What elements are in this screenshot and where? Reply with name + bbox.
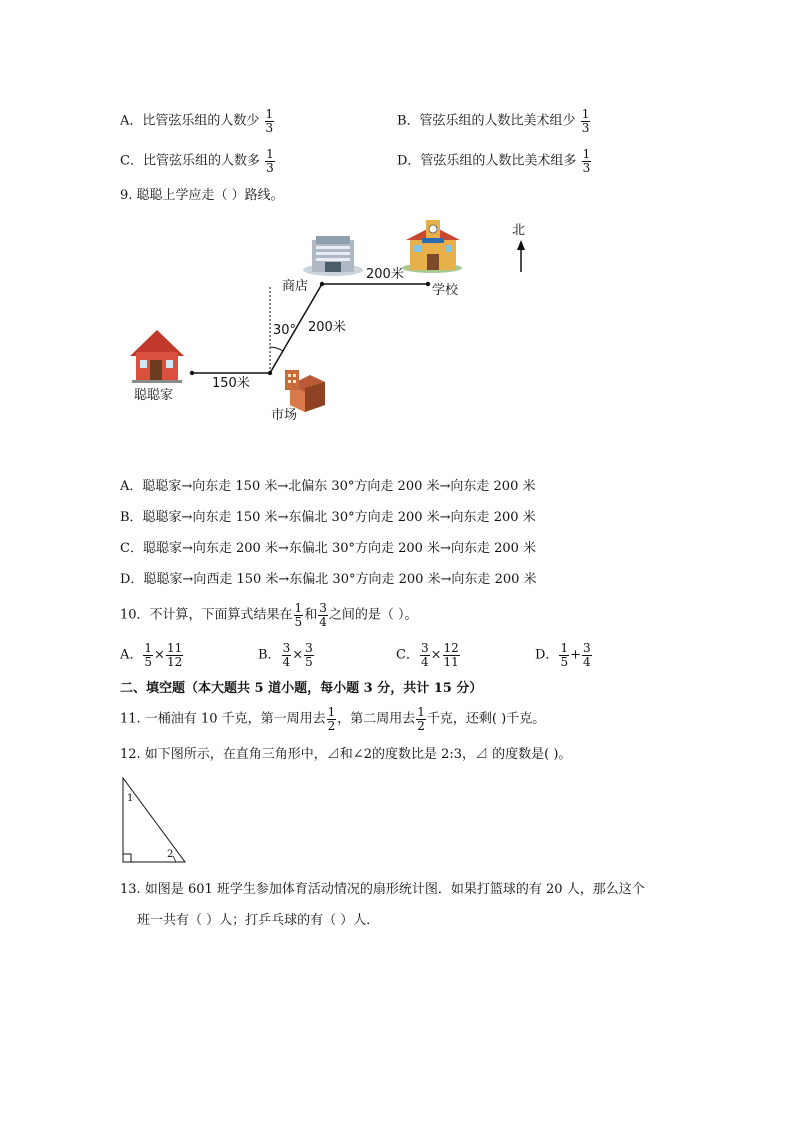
q10-option-a [120,642,184,668]
fraction: $\frac{12}{11}$ [443,641,459,669]
q11-text: ，第二周用去 [337,711,416,727]
fraction: $\frac{1}{3}$ [266,147,274,175]
q10-option-d [535,642,593,668]
option-label: A． [120,647,143,663]
q8-option-b-text: B．管弦乐组的人数比美术组少 [397,113,576,129]
school-icon [402,220,462,273]
route-diagram [0,0,794,440]
dist-home-market-label: 150米 [212,376,250,391]
house-icon [130,330,184,383]
q9-option-a: A．聪聪家→向东走 150 米→北偏东 30°方向走 200 米→向东走 200 米 [120,479,536,494]
fraction: $\frac{1}{5}$ [294,601,303,629]
angle-2-label: 2 [167,849,174,860]
school-label: 学校 [432,283,459,298]
option-label: C． [396,647,419,663]
q11-text: 千克，还剩( )千克。 [426,711,546,727]
angle-1-label: 1 [127,793,134,804]
q9-stem: 9. 聪聪上学应走（ ）路线。 [120,188,284,203]
q10-stem-text: 和 [304,607,318,623]
fraction: $\frac{1}{2}$ [417,705,425,733]
q9-option-d: D．聪聪家→向西走 150 米→东偏北 30°方向走 200 米→向东走 200 米 [120,572,537,587]
fraction: $\frac{1}{3}$ [581,107,590,135]
point-school [426,282,430,286]
fraction: $\frac{3}{4}$ [319,601,327,629]
fraction: $\frac{3}{5}$ [305,641,313,669]
operator: + [570,647,581,663]
fraction: $\frac{1}{2}$ [327,705,336,733]
q8-option-d-text: D．管弦乐组的人数比美术组多 [397,153,577,169]
point-home [190,371,194,375]
fraction: $\frac{1}{3}$ [265,107,274,135]
right-triangle-figure [118,776,190,866]
option-label: D． [535,647,559,663]
triangle [123,778,185,862]
market-building-icon [285,370,325,412]
option-label: B． [258,647,281,663]
fraction: $\frac{3}{4}$ [282,641,291,669]
q9-option-b: B．聪聪家→向东走 150 米→东偏北 30°方向走 200 米→向东走 200 米 [120,510,536,525]
q8-option-c-text: C．比管弦乐组的人数多 [120,153,260,169]
q11-text: 11. 一桶油有 10 千克，第一周用去 [120,711,326,727]
q10-option-c [396,642,461,668]
market-label: 市场 [271,408,298,423]
fraction: $\frac{1}{3}$ [582,147,591,175]
q13-line2: 班一共有（ ）人；打乒乓球的有（ ）人． [137,913,380,928]
angle-label: 30° [273,323,297,338]
q9-option-c: C．聪聪家→向东走 200 米→东偏北 30°方向走 200 米→向东走 200 米 [120,541,537,556]
angle-2-mark [173,856,176,862]
q12-stem: 12. 如下图所示，在直角三角形中，⊿和∠2的度数比是 2:3，⊿ 的度数是( )。 [120,747,572,762]
operator: × [292,647,304,663]
north-arrow-head [517,240,525,250]
operator: × [430,647,442,663]
q13-line1: 13. 如图是 601 班学生参加体育活动情况的扇形统计图．如果打篮球的有 20 人，那么这个 [120,882,645,897]
fraction: $\frac{1}{5}$ [144,641,153,669]
fraction: $\frac{3}{4}$ [420,641,429,669]
point-shop [320,282,324,286]
dist-market-shop-label: 200米 [308,320,346,335]
q10-stem [120,602,417,628]
fraction: $\frac{1}{5}$ [560,641,569,669]
operator: × [154,647,165,663]
q11 [120,706,545,732]
point-market [268,371,272,375]
dist-shop-school-label: 200米 [366,267,404,282]
right-angle-mark [123,854,131,862]
fraction: $\frac{3}{4}$ [582,641,591,669]
angle-arc [270,347,283,351]
q10-stem-text: 之间的是（ ）。 [328,607,418,623]
section-heading: 二、填空题（本大题共 5 道小题，每小题 3 分，共计 15 分） [120,681,483,696]
shop-building-icon [303,236,363,276]
north-label: 北 [512,223,526,238]
q10-option-b [258,642,315,668]
q8-option-a-text: A．比管弦乐组的人数少 [120,113,260,129]
shop-label: 商店 [282,279,309,294]
q10-stem-text: 10．不计算，下面算式结果在 [120,607,293,623]
fraction: $\frac{11}{12}$ [166,641,183,669]
home-label: 聪聪家 [134,388,174,403]
